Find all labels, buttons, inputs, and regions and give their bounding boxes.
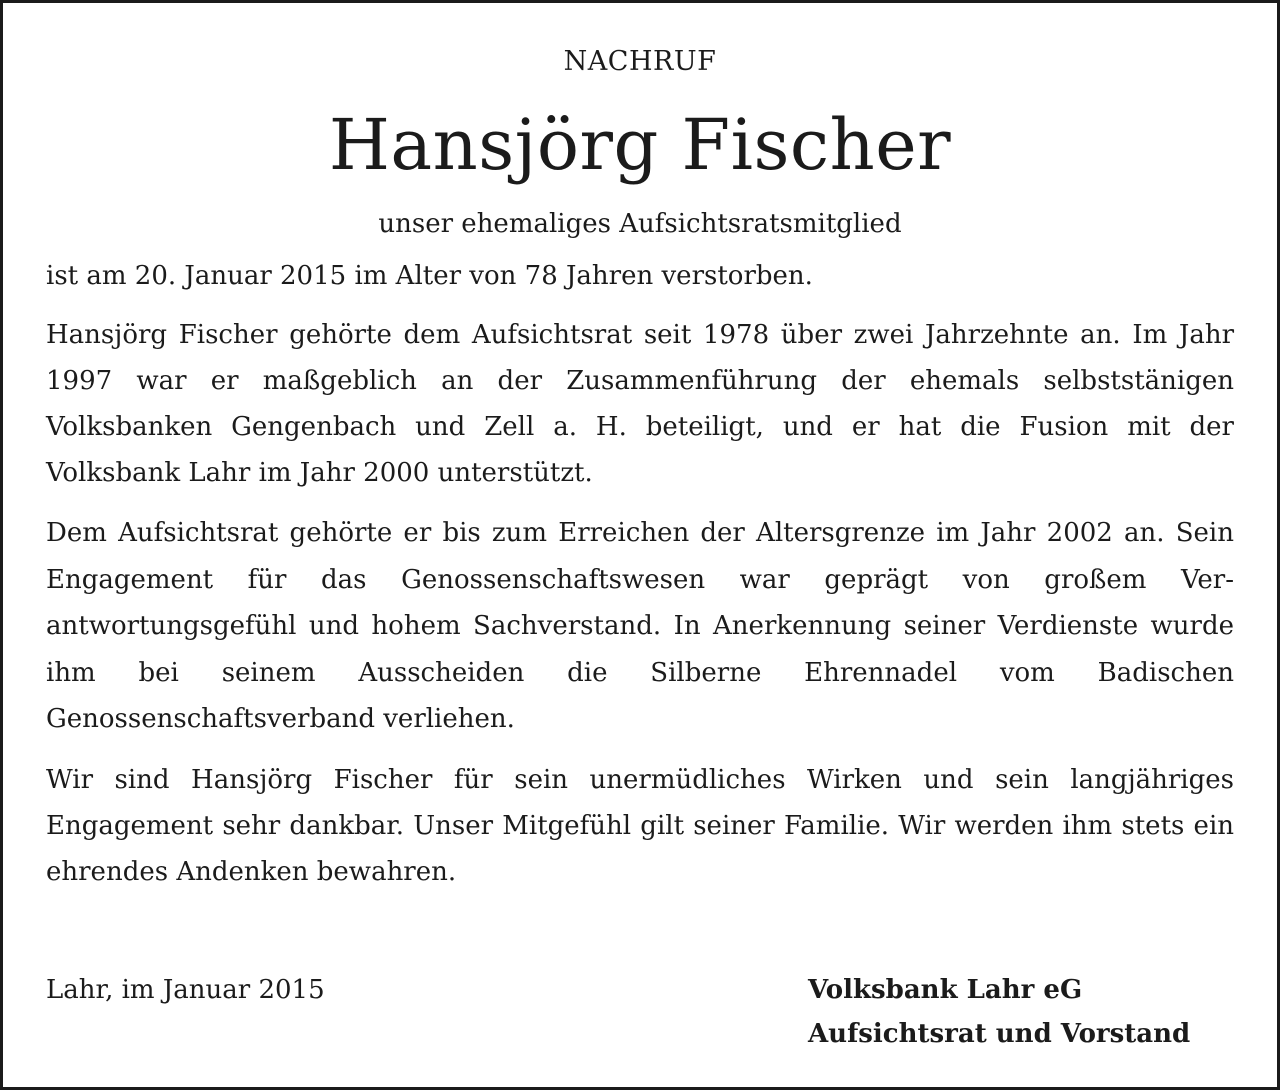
deceased-name: Hansjörg Fischer — [328, 104, 952, 186]
obituary-notice — [46, 40, 1234, 1049]
signature-organization: Volksbank Lahr eG — [808, 975, 1083, 1005]
paragraph-career: Hansjörg Fischer gehörte dem Aufsichtsrat seit 1978 über zwei Jahrzehnte an. Im Jahr 1997 war er maßgeblich an der Zusammenführung der ehemals selbststänigen Volksbanken Gengenbach und Zell a. H. beteiligt, und er hat die Fusion mit der Volksbank Lahr im Jahr 2000 unterstützt. — [46, 320, 1234, 488]
deceased-role: unser ehemaliges Aufsichtsratsmitglied — [378, 209, 902, 239]
paragraph-gratitude: Wir sind Hansjörg Fischer für sein unermüdliches Wirken und sein langjähriges Engagement sehr dankbar. Unser Mitgefühl gilt seiner Familie. Wir werden ihm stets ein ehrendes Andenken bewahren. — [46, 764, 1234, 887]
place-and-date: Lahr, im Januar 2015 — [46, 975, 325, 1005]
notice-footer — [46, 968, 1234, 1068]
death-announcement: ist am 20. Januar 2015 im Alter von 78 Jahren verstorben. — [46, 261, 813, 291]
signature-bodies: Aufsichtsrat und Vorstand — [808, 1019, 1191, 1049]
notice-heading: NACHRUF — [563, 46, 717, 77]
paragraph-engagement: Dem Aufsichtsrat gehörte er bis zum Erreichen der Altersgrenze im Jahr 2002 an. Sein Engagement für das Genossenschaftswesen war geprägt von großem Verantwortungsgefühl und hohem Sachverstand. In Anerkennung seiner Verdienste wurde ihm bei seinem Ausscheiden die Silberne Ehrennadel vom Badischen Genossenschaftsverband verliehen. — [46, 518, 1234, 734]
signature-block — [808, 968, 1190, 1056]
